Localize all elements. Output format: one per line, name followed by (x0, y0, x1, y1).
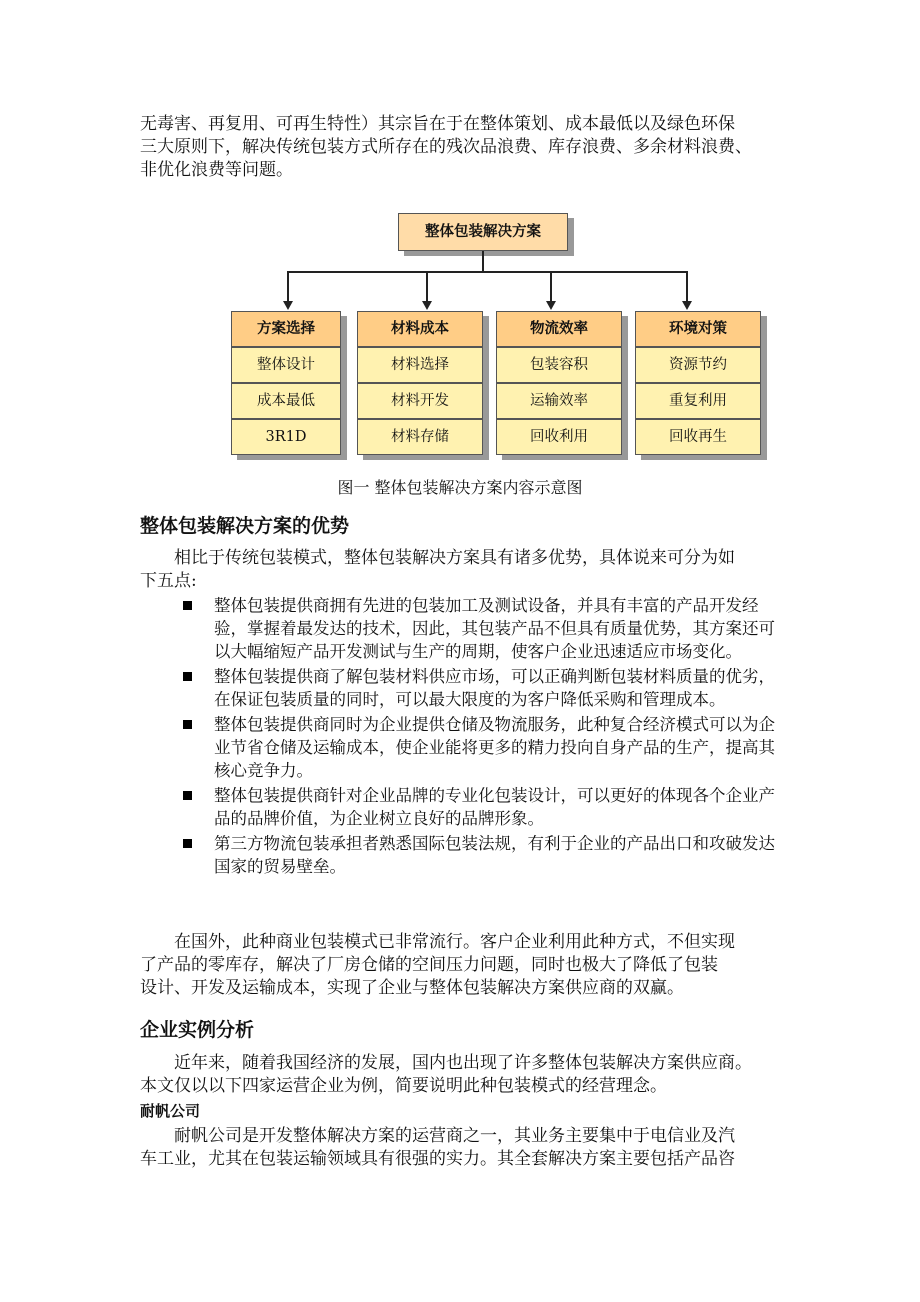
connector-drop (550, 271, 552, 301)
company-paragraph (140, 1125, 785, 1171)
diagram-top-box: 整体包装解决方案 (398, 213, 568, 251)
lead-line: 相比于传统包装模式，整体包装解决方案具有诸多优势，具体说来可分为如 (174, 548, 735, 568)
column-cell: 资源节约 (635, 347, 761, 383)
list-item (180, 665, 785, 711)
connector-drop (426, 271, 428, 301)
company-heading: 耐帆公司 (140, 1102, 201, 1120)
figure-caption: 图一 整体包装解决方案内容示意图 (337, 478, 583, 497)
section1-closing (140, 931, 785, 1000)
column-cell: 成本最低 (231, 383, 341, 419)
connector-horizontal (287, 271, 687, 273)
connector-drop (686, 271, 688, 301)
list-item-text: 整体包装提供商了解包装材料供应市场，可以正确判断包装材料质量的优劣，在保证包装质量的同时，可以最大限度的为客户降低采购和管理成本。 (214, 667, 775, 709)
section-heading: 整体包装解决方案的优势 (140, 515, 350, 537)
intro-line: 无毒害、再复用、可再生特性）其宗旨在于在整体策划、成本最低以及绿色环保 (140, 114, 735, 134)
lead-line: 本文仅以以下四家运营企业为例，简要说明此种包装模式的经营理念。 (140, 1076, 667, 1096)
closing-line: 设计、开发及运输成本，实现了企业与整体包装解决方案供应商的双赢。 (140, 978, 684, 998)
list-item (180, 832, 785, 878)
arrow-down-icon (682, 301, 692, 310)
closing-line: 在国外，此种商业包装模式已非常流行。客户企业利用此种方式，不但实现 (174, 932, 735, 952)
intro-line: 非优化浪费等问题。 (140, 160, 293, 180)
square-bullet-icon (183, 791, 192, 800)
section2-lead (140, 1052, 785, 1098)
column-head: 物流效率 (496, 311, 622, 347)
advantages-list (180, 594, 785, 880)
connector-vertical (482, 251, 484, 272)
company-line: 耐帆公司是开发整体解决方案的运营商之一，其业务主要集中于电信业及汽 (174, 1126, 735, 1146)
list-item (180, 784, 785, 830)
closing-line: 了产品的零库存，解决了厂房仓储的空间压力问题，同时也极大了降低了包装 (140, 955, 718, 975)
column-cell: 材料选择 (357, 347, 483, 383)
column-cell: 材料存储 (357, 419, 483, 455)
column-cell: 重复利用 (635, 383, 761, 419)
lead-line: 近年来，随着我国经济的发展，国内也出现了许多整体包装解决方案供应商。 (174, 1053, 752, 1073)
square-bullet-icon (183, 672, 192, 681)
column-cell: 3R1D (231, 419, 341, 455)
column-cell: 整体设计 (231, 347, 341, 383)
intro-paragraph (140, 113, 785, 182)
column-head: 环境对策 (635, 311, 761, 347)
list-item-text: 整体包装提供商针对企业品牌的专业化包装设计，可以更好的体现各个企业产品的品牌价值，为企业树立良好的品牌形象。 (214, 786, 775, 828)
column-cell: 回收再生 (635, 419, 761, 455)
column-head: 方案选择 (231, 311, 341, 347)
arrow-down-icon (546, 301, 556, 310)
list-item (180, 594, 785, 663)
lead-line: 下五点: (140, 571, 197, 591)
company-line: 车工业，尤其在包装运输领域具有很强的实力。其全套解决方案主要包括产品咨 (140, 1149, 735, 1169)
column-cell: 回收利用 (496, 419, 622, 455)
section-heading: 企业实例分析 (140, 1019, 255, 1041)
list-item-text: 整体包装提供商拥有先进的包装加工及测试设备，并具有丰富的产品开发经验，掌握着最发达的技术，因此，其包装产品不但具有质量优势，其方案还可以大幅缩短产品开发测试与生产的周期，使客户企业迅速适应市场变化。 (214, 596, 775, 661)
list-item-text: 第三方物流包装承担者熟悉国际包装法规，有利于企业的产品出口和攻破发达国家的贸易壁垒。 (214, 834, 775, 876)
list-item (180, 713, 785, 782)
arrow-down-icon (422, 301, 432, 310)
arrow-down-icon (283, 301, 293, 310)
column-cell: 运输效率 (496, 383, 622, 419)
square-bullet-icon (183, 601, 192, 610)
square-bullet-icon (183, 720, 192, 729)
column-cell: 材料开发 (357, 383, 483, 419)
column-head: 材料成本 (357, 311, 483, 347)
intro-line: 三大原则下，解决传统包装方式所存在的残次品浪费、库存浪费、多余材料浪费、 (140, 137, 752, 157)
square-bullet-icon (183, 839, 192, 848)
section1-lead (140, 547, 785, 593)
list-item-text: 整体包装提供商同时为企业提供仓储及物流服务，此种复合经济模式可以为企业节省仓储及运输成本，使企业能将更多的精力投向自身产品的生产，提高其核心竞争力。 (214, 715, 775, 780)
connector-drop (287, 271, 289, 301)
column-cell: 包装容积 (496, 347, 622, 383)
